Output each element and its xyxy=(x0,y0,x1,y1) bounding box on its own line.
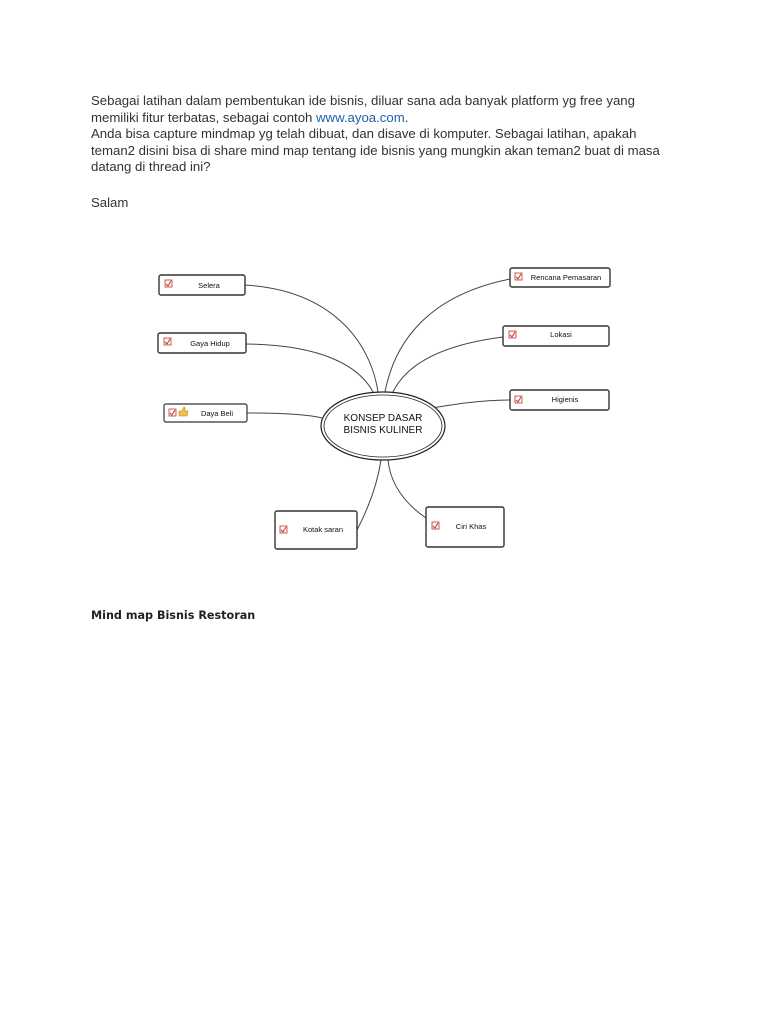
intro-line-2-text: memiliki fitur terbatas, sebagai contoh xyxy=(91,109,317,125)
center-label-line-1: KONSEP DASAR xyxy=(343,413,423,424)
connector-selera xyxy=(245,285,378,392)
node-daya-beli xyxy=(164,404,247,422)
center-label-line-2: BISNIS KULINER xyxy=(343,425,423,436)
connector-daya-beli xyxy=(247,413,322,418)
greeting: Salam xyxy=(91,195,129,210)
node-daya-beli-label: Daya Beli xyxy=(200,409,234,418)
connector-kotak-saran xyxy=(357,460,381,530)
connector-gaya-hidup xyxy=(246,344,374,394)
node-kotak-saran-label: Kotak saran xyxy=(302,525,344,534)
node-kotak-saran xyxy=(275,511,357,549)
connector-rencana xyxy=(385,279,510,392)
intro-line-3: Anda bisa capture mindmap yg telah dibuat, dan disave di komputer. Sebagai latihan, apakah xyxy=(91,126,637,142)
node-lokasi xyxy=(503,326,609,346)
node-selera-label: Selera xyxy=(198,281,220,290)
mind-map-caption: Mind map Bisnis Restoran xyxy=(91,609,256,622)
ayoa-link[interactable]: www.ayoa.com xyxy=(316,109,405,125)
intro-line-1: Sebagai latihan dalam pembentukan ide bisnis, diluar sana ada banyak platform yg free yang xyxy=(91,93,635,108)
connector-lokasi xyxy=(392,337,503,394)
node-gaya-hidup xyxy=(158,333,246,353)
center-node xyxy=(321,392,445,460)
node-rencana-pemasaran xyxy=(510,268,610,287)
connector-ciri-khas xyxy=(388,460,426,518)
node-ciri-khas xyxy=(426,507,504,547)
node-ciri-khas-label: Ciri Khas xyxy=(455,522,487,531)
node-higienis-label: Higienis xyxy=(551,395,579,404)
node-higienis xyxy=(510,390,609,410)
connector-higienis xyxy=(432,400,510,408)
node-selera xyxy=(159,275,245,295)
node-rencana-pemasaran-label: Rencana Pemasaran xyxy=(530,273,602,282)
intro-line-2-end: . xyxy=(404,109,409,125)
node-lokasi-label: Lokasi xyxy=(550,330,572,339)
intro-line-5: datang di thread ini? xyxy=(91,159,211,175)
intro-line-4: teman2 disini bisa di share mind map tentang ide bisnis yang mungkin akan teman2 buat di masa xyxy=(91,142,660,158)
node-gaya-hidup-label: Gaya Hidup xyxy=(190,339,230,348)
